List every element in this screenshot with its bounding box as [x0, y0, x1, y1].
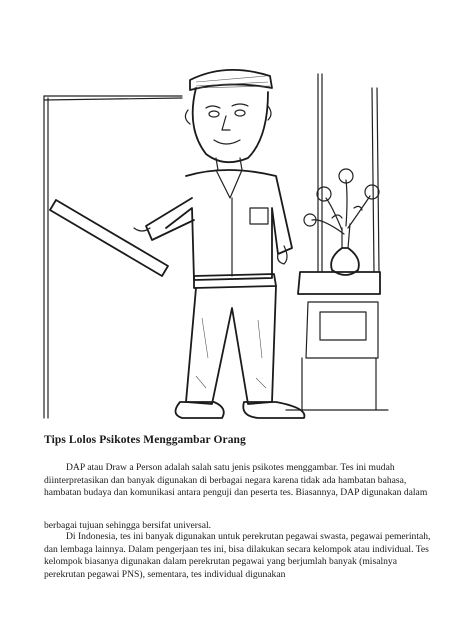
vase-flowers — [304, 169, 379, 275]
window-frame — [44, 74, 379, 418]
man-figure — [50, 70, 304, 418]
paragraph-2: berbagai tujuan sehingga bersifat universal. — [44, 520, 212, 531]
paragraph-1: DAP atau Draw a Person adalah salah satu jenis psikotes menggambar. Tes ini mudah diinterpretasikan dan banyak digunakan di berbagai negara karena tidak ada hambatan bahasa, hambatan budaya dan komunikasi antara penguji dan peserta tes. Biasannya, DAP digunakan dalam — [44, 462, 428, 499]
paragraph-3: Di Indonesia, tes ini banyak digunakan untuk perekrutan pegawai swasta, pegawai pemerintah, dan lembaga lainnya. Dalam pengerjaan tes ini, bisa dilakukan secara kelompok atau individual. Tes kelompok biasanya digunakan dalam perekrutan pegawai yang berjumlah banyak (misalnya perekrutan pegawai PNS), sementara, tes individual digunakan — [44, 531, 431, 580]
person-drawing-illustration — [36, 58, 436, 428]
article-heading: Tips Lolos Psikotes Menggambar Orang — [44, 434, 246, 446]
table — [286, 272, 388, 410]
